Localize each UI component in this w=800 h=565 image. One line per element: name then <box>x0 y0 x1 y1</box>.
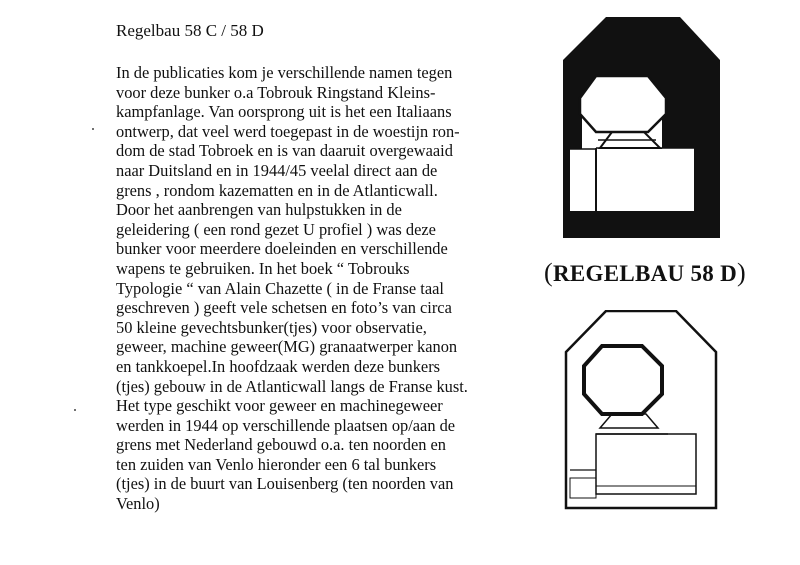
text-line: bunker voor meerdere doeleinden en verschillende <box>116 239 448 259</box>
text-line: grens met Nederland gebouwd o.a. ten noorden en <box>116 435 446 455</box>
text-line: grens , rondom kazematten en in de Atlanticwall. <box>116 180 438 200</box>
bunker-outline-entrance <box>570 478 596 498</box>
text-line: Het type geschikt voor geweer en machinegeweer <box>116 396 443 416</box>
text-line: geweer, machine geweer(MG) granaatwerper kanon <box>116 337 458 357</box>
text-line: geleidering ( een rond gezet U profiel ) was deze <box>116 219 436 239</box>
page-title: Regelbau 58 C / 58 D <box>116 21 264 40</box>
text-line: werden in 1944 op verschillende plaatsen op/aan de <box>116 415 456 435</box>
figure-label <box>534 258 756 289</box>
bunker-outline-room <box>596 434 696 494</box>
bunker-ring-opening <box>580 76 666 132</box>
label-close-paren: ) <box>737 258 747 287</box>
text-line: In de publicaties kom je verschillende namen tegen <box>116 63 453 82</box>
text-line: (tjes) in de buurt van Louisenberg (ten noorden van <box>116 474 454 494</box>
text-line: Typologie “ van Alain Chazette ( in de Franse taal <box>116 278 444 298</box>
bunker-plan-outline <box>562 310 722 510</box>
text-line: geschreven ) geeft vele schetsen en foto’s van circa <box>116 298 452 318</box>
scan-speck <box>92 128 94 130</box>
figure-label-text: REGELBAU 58 D <box>552 261 738 286</box>
text-line: dom de stad Tobroek en is van daaruit overgewaaid <box>116 141 453 161</box>
text-line: Door het aanbrengen van hulpstukken in de <box>116 200 402 220</box>
bunker-outline-ring <box>584 346 662 414</box>
text-line: naar Duitsland en in 1944/45 veelal direct aan de <box>116 160 438 180</box>
text-line: voor deze bunker o.a Tobrouk Ringstand Kleins- <box>116 82 436 102</box>
scan-speck <box>74 409 76 411</box>
text-line: (tjes) gebouw in de Atlanticwall langs de Franse kust. <box>116 376 468 396</box>
text-line: 50 kleine gevechtsbunker(tjes) voor observatie, <box>116 317 427 337</box>
bunker-plan-filled <box>560 16 724 238</box>
label-open-paren: ( <box>543 258 553 287</box>
text-line: en tankkoepel.In hoofdzaak werden deze bunkers <box>116 356 441 376</box>
text-line: Venlo) <box>116 494 160 514</box>
text-line: wapens te gebruiken. In het boek “ Tobrouks <box>116 258 410 278</box>
text-line: ten zuiden van Venlo hieronder een 6 tal bunkers <box>116 454 437 474</box>
text-line: ontwerp, dat veel werd toegepast in de woestijn ron- <box>116 121 460 141</box>
bunker-outline-stairs <box>600 414 658 428</box>
body-text <box>116 63 516 514</box>
text-line: kampfanlage. Van oorsprong uit is het een Italiaans <box>116 102 452 122</box>
